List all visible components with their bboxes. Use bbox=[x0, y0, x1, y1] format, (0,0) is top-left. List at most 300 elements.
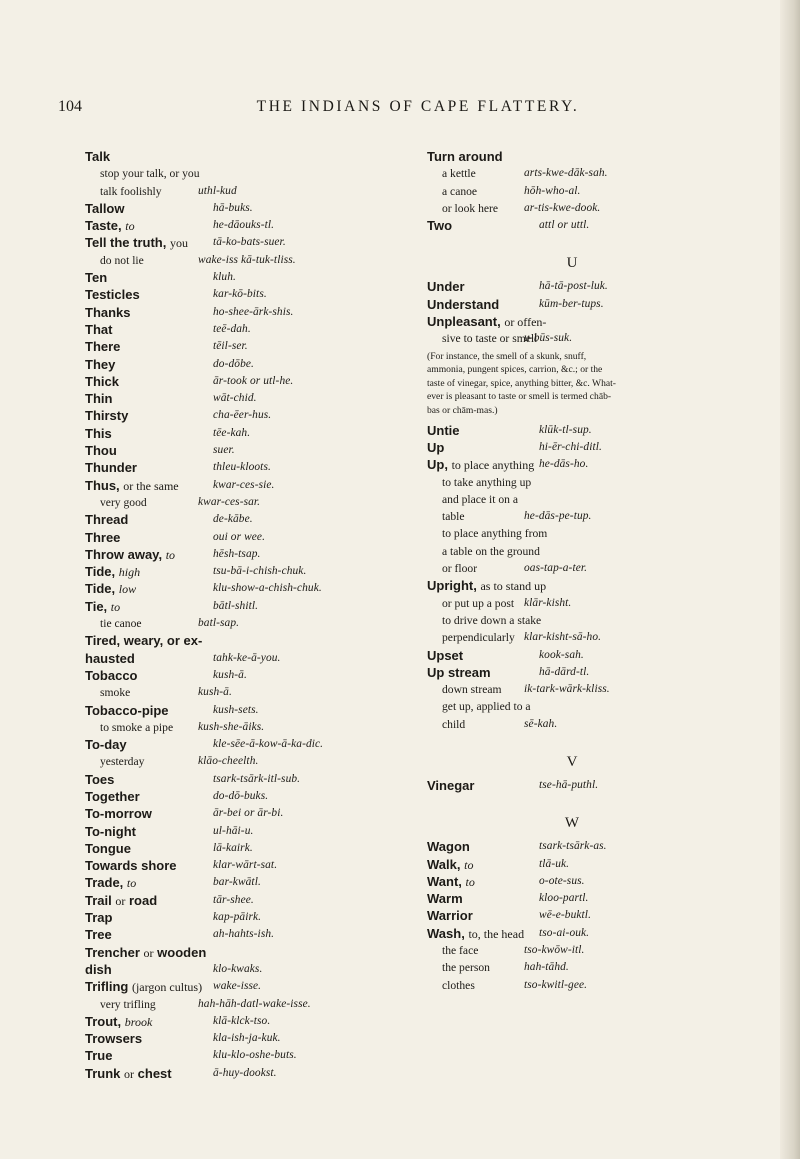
english-term bbox=[442, 698, 757, 715]
english-term bbox=[442, 525, 757, 542]
makah-translation: kwar-ces-sar. bbox=[198, 495, 261, 508]
term-word: Taste, bbox=[85, 218, 122, 234]
makah-translation: de-kābe. bbox=[213, 513, 253, 526]
makah-translation: tā-ko-bats-suer. bbox=[213, 236, 286, 249]
makah-translation: kush-sets. bbox=[213, 703, 259, 716]
term-word: Up bbox=[427, 439, 445, 455]
vocab-subentry bbox=[85, 719, 407, 736]
page-edge bbox=[780, 0, 800, 1159]
makah-translation: kush-ā. bbox=[198, 686, 232, 699]
makah-translation: ār-took or utl-he. bbox=[213, 374, 294, 387]
term-word: Thanks bbox=[85, 304, 131, 320]
vocab-entry bbox=[427, 313, 757, 330]
makah-translation: tse-hā-puthl. bbox=[539, 778, 599, 791]
usage-note: (For instance, the smell of a skunk, snuff, ammonia, pungent spices, carrion, &c.; or the taste of vinegar, spice, anything bitter, &c. What-ever is pleasant to taste or smell is termed chāb-bas or chām-mas.) bbox=[427, 350, 617, 417]
makah-translation: klāo-cheelth. bbox=[198, 755, 259, 768]
vocab-entry bbox=[85, 978, 407, 995]
vocab-entry bbox=[85, 892, 407, 909]
term-word: sive to taste or smell bbox=[442, 332, 538, 346]
english-term bbox=[427, 456, 757, 474]
term-qualifier: high bbox=[118, 565, 141, 580]
vocab-entry bbox=[85, 944, 407, 961]
term-qualifier: or bbox=[115, 893, 126, 908]
vocab-entry bbox=[85, 1013, 407, 1030]
term-qualifier: as to stand up bbox=[480, 579, 547, 594]
makah-translation: ik-tark-wārk-kliss. bbox=[524, 683, 610, 696]
term-word: To-night bbox=[85, 823, 137, 839]
vocab-entry bbox=[427, 664, 757, 681]
english-term bbox=[427, 422, 757, 439]
term-qualifier: you bbox=[170, 236, 188, 251]
term-word: Understand bbox=[427, 296, 500, 312]
vocab-entry bbox=[85, 459, 407, 476]
english-term bbox=[427, 907, 757, 924]
vocab-subentry bbox=[85, 165, 407, 182]
vocab-subentry bbox=[85, 615, 407, 632]
vocab-entry bbox=[85, 580, 407, 597]
vocab-entry bbox=[85, 425, 407, 442]
makah-translation: kush-she-āiks. bbox=[198, 720, 265, 733]
term-word: Toes bbox=[85, 771, 115, 787]
term-word: road bbox=[129, 892, 158, 908]
makah-translation: suer. bbox=[213, 444, 235, 457]
term-word: down stream bbox=[442, 683, 502, 697]
makah-translation: ah-hahts-ish. bbox=[213, 928, 275, 941]
makah-translation: tār-shee. bbox=[213, 893, 254, 906]
makah-translation: kle-sēe-ā-kow-ā-ka-dic. bbox=[213, 738, 324, 751]
makah-translation: kook-sah. bbox=[539, 648, 584, 661]
term-word: hausted bbox=[85, 650, 135, 666]
term-word: Towards shore bbox=[85, 858, 177, 874]
makah-translation: hah-hāh-datl-wake-isse. bbox=[198, 997, 311, 1010]
term-word: Thread bbox=[85, 512, 129, 528]
page-header bbox=[58, 98, 738, 118]
makah-translation: klar-wārt-sat. bbox=[213, 859, 278, 872]
makah-translation: hōh-who-al. bbox=[524, 184, 581, 197]
term-word: child bbox=[442, 717, 466, 731]
vocab-entry bbox=[85, 961, 407, 978]
term-qualifier: to bbox=[126, 876, 137, 891]
vocab-entry bbox=[85, 840, 407, 857]
term-word: Tell the truth, bbox=[85, 235, 167, 251]
english-term bbox=[427, 890, 757, 907]
english-term bbox=[427, 873, 757, 891]
vocab-subentry bbox=[427, 508, 757, 525]
makah-translation: o-ote-sus. bbox=[539, 874, 585, 887]
term-word: Under bbox=[427, 279, 465, 295]
term-qualifier: or offen- bbox=[504, 315, 547, 330]
english-term bbox=[442, 330, 757, 347]
term-qualifier: to bbox=[125, 219, 135, 234]
makah-translation: he-dās-ho. bbox=[539, 458, 589, 471]
english-term bbox=[85, 944, 407, 962]
term-word: To-day bbox=[85, 737, 127, 753]
term-word: Ten bbox=[85, 270, 108, 286]
term-word: Trencher bbox=[85, 944, 140, 960]
vocab-subentry bbox=[427, 612, 757, 629]
vocab-subentry bbox=[427, 491, 757, 508]
makah-translation: tēe-kah. bbox=[213, 426, 251, 439]
term-word: Trail bbox=[85, 892, 112, 908]
term-word: Testicles bbox=[85, 287, 140, 303]
english-term bbox=[442, 612, 757, 629]
english-term bbox=[442, 716, 757, 733]
vocab-entry bbox=[85, 1065, 407, 1082]
english-term bbox=[442, 474, 757, 491]
term-word: Vinegar bbox=[427, 777, 475, 793]
term-word: Trade, bbox=[85, 875, 124, 891]
english-term bbox=[427, 577, 757, 595]
term-word: Trowsers bbox=[85, 1031, 143, 1047]
english-term bbox=[427, 925, 757, 943]
makah-translation: lā-kairk. bbox=[213, 841, 253, 854]
vocab-subentry bbox=[85, 252, 407, 269]
makah-translation: klār-kisht. bbox=[524, 596, 572, 609]
makah-translation: ho-shee-ārk-shis. bbox=[213, 305, 294, 318]
vocab-entry bbox=[427, 577, 757, 594]
vocab-entry bbox=[85, 667, 407, 684]
vocab-entry bbox=[427, 647, 757, 664]
term-word: To-morrow bbox=[85, 806, 152, 822]
section-letter-w: W bbox=[564, 815, 580, 832]
term-word: get up, applied to a bbox=[442, 700, 531, 714]
english-term bbox=[100, 165, 407, 182]
term-word: dish bbox=[85, 961, 112, 977]
vocab-entry bbox=[85, 546, 407, 563]
term-word: There bbox=[85, 339, 121, 355]
term-word: Thirsty bbox=[85, 408, 129, 424]
vocab-entry bbox=[85, 407, 407, 424]
makah-translation: tso-ai-ouk. bbox=[539, 926, 590, 939]
makah-translation: kūm-ber-tups. bbox=[539, 297, 604, 310]
english-term bbox=[85, 148, 407, 165]
vocab-subentry bbox=[427, 525, 757, 542]
vocab-subentry bbox=[427, 595, 757, 612]
vocab-subentry bbox=[427, 977, 757, 994]
term-word: Tired, weary, or ex- bbox=[85, 633, 203, 649]
term-word: Thin bbox=[85, 391, 113, 407]
english-term bbox=[442, 508, 757, 525]
term-word: Trifling bbox=[85, 979, 129, 995]
english-term bbox=[442, 977, 757, 994]
term-qualifier: to bbox=[465, 874, 475, 889]
vocab-entry bbox=[85, 234, 407, 251]
makah-translation: tsark-tsārk-itl-sub. bbox=[213, 772, 301, 785]
vocab-entry bbox=[85, 788, 407, 805]
vocab-entry bbox=[85, 650, 407, 667]
makah-translation: bar-kwātl. bbox=[213, 876, 261, 889]
term-word: Tree bbox=[85, 927, 112, 943]
makah-translation: do-dō-buks. bbox=[213, 789, 269, 802]
makah-translation: tso-kwitl-gee. bbox=[524, 978, 588, 991]
term-qualifier: to bbox=[464, 857, 474, 872]
makah-translation: kloo-partl. bbox=[539, 892, 589, 905]
term-word: Untie bbox=[427, 422, 460, 438]
vocab-subentry bbox=[85, 753, 407, 770]
makah-translation: klā-klck-tso. bbox=[213, 1014, 271, 1027]
makah-translation: hah-tāhd. bbox=[524, 961, 569, 974]
vocab-entry bbox=[85, 736, 407, 753]
term-word: to drive down a stake bbox=[442, 613, 542, 627]
vocab-entry bbox=[427, 296, 757, 313]
english-term bbox=[442, 183, 757, 200]
vocab-subentry bbox=[85, 183, 407, 200]
vocab-entry bbox=[427, 217, 757, 234]
vocab-entry bbox=[85, 286, 407, 303]
english-term bbox=[427, 647, 757, 664]
makah-translation: klar-kisht-sā-ho. bbox=[524, 631, 602, 644]
term-word: a kettle bbox=[442, 167, 476, 181]
term-qualifier: to, the head bbox=[468, 926, 525, 941]
vocab-entry bbox=[85, 1030, 407, 1047]
vocab-entry bbox=[85, 909, 407, 926]
vocab-entry bbox=[85, 805, 407, 822]
english-term bbox=[442, 560, 757, 577]
makah-translation: klu-klo-oshe-buts. bbox=[213, 1049, 297, 1062]
term-word: That bbox=[85, 321, 113, 337]
english-term bbox=[427, 664, 757, 681]
term-word: Three bbox=[85, 529, 121, 545]
term-word: Unpleasant, bbox=[427, 314, 501, 330]
makah-translation: oui or wee. bbox=[213, 530, 266, 543]
term-word: Walk, bbox=[427, 856, 461, 872]
term-word: Thunder bbox=[85, 460, 137, 476]
vocab-subentry bbox=[427, 716, 757, 733]
english-term bbox=[427, 148, 757, 165]
term-word: True bbox=[85, 1048, 113, 1064]
term-word: Want, bbox=[427, 873, 462, 889]
english-term bbox=[442, 942, 757, 959]
vocab-entry bbox=[427, 890, 757, 907]
vocab-subentry bbox=[427, 681, 757, 698]
term-word: Thou bbox=[85, 443, 117, 459]
page-number: 104 bbox=[58, 98, 82, 115]
makah-translation: wake-isse. bbox=[213, 980, 262, 993]
vocab-entry bbox=[85, 148, 407, 165]
makah-translation: klo-kwaks. bbox=[213, 962, 263, 975]
left-column bbox=[85, 148, 407, 1082]
makah-translation: tsu-bā-i-chish-chuk. bbox=[213, 565, 307, 578]
makah-translation: hi-ēr-chi-ditl. bbox=[539, 440, 602, 453]
vocab-entry bbox=[427, 439, 757, 456]
term-word: very trifling bbox=[100, 997, 156, 1011]
term-qualifier: (jargon cultus) bbox=[131, 980, 203, 995]
makah-translation: kluh. bbox=[213, 271, 236, 284]
makah-translation: tahk-ke-ā-you. bbox=[213, 651, 281, 664]
term-word: or put up a post bbox=[442, 596, 515, 610]
makah-translation: u-būs-suk. bbox=[524, 332, 573, 345]
term-word: stop your talk, or you bbox=[100, 167, 200, 181]
vocab-entry bbox=[85, 200, 407, 217]
makah-translation: wake-iss kā-tuk-tliss. bbox=[198, 253, 296, 266]
english-term bbox=[442, 959, 757, 976]
term-word: very good bbox=[100, 495, 147, 509]
term-qualifier: brook bbox=[124, 1014, 153, 1029]
vocab-entry bbox=[85, 1047, 407, 1064]
vocab-subentry bbox=[427, 200, 757, 217]
term-word: Throw away, bbox=[85, 546, 163, 562]
vocab-entry bbox=[85, 926, 407, 943]
english-term bbox=[427, 313, 757, 331]
term-word: perpendicularly bbox=[442, 631, 515, 645]
english-term bbox=[442, 543, 757, 560]
term-word: the face bbox=[442, 944, 479, 958]
term-word: Talk bbox=[85, 149, 111, 164]
term-word: clothes bbox=[442, 978, 475, 992]
vocab-entry bbox=[427, 856, 757, 873]
section-letter-v: V bbox=[566, 753, 578, 770]
term-qualifier: to bbox=[110, 599, 121, 614]
term-qualifier: to place anything bbox=[451, 458, 535, 473]
vocab-entry bbox=[427, 907, 757, 924]
term-word: Trunk bbox=[85, 1065, 121, 1081]
vocab-entry bbox=[85, 321, 407, 338]
running-title: THE INDIANS OF CAPE FLATTERY. bbox=[256, 98, 580, 115]
right-column bbox=[427, 148, 757, 994]
makah-translation: tlā-uk. bbox=[539, 857, 570, 870]
term-word: Thus, bbox=[85, 477, 120, 493]
term-word: Upset bbox=[427, 647, 464, 663]
vocab-subentry bbox=[427, 942, 757, 959]
term-word: Together bbox=[85, 788, 140, 804]
makah-translation: wē-e-buktl. bbox=[539, 909, 592, 922]
vocab-subentry bbox=[427, 698, 757, 715]
vocab-entry bbox=[85, 373, 407, 390]
makah-translation: kar-kō-bits. bbox=[213, 288, 267, 301]
vocab-subentry bbox=[427, 330, 757, 347]
makah-translation: klūk-tl-sup. bbox=[539, 423, 592, 436]
vocab-subentry bbox=[85, 684, 407, 701]
vocab-entry bbox=[85, 390, 407, 407]
vocab-subentry bbox=[85, 494, 407, 511]
term-qualifier: low bbox=[118, 582, 137, 597]
makah-translation: kush-ā. bbox=[213, 668, 247, 681]
english-term bbox=[85, 632, 407, 649]
vocab-subentry bbox=[427, 543, 757, 560]
term-word: Trap bbox=[85, 910, 113, 926]
section-letter-u: U bbox=[566, 255, 578, 272]
english-term bbox=[427, 856, 757, 874]
makah-translation: ā-huy-dookst. bbox=[213, 1066, 277, 1079]
term-word: to take anything up bbox=[442, 475, 532, 489]
makah-translation: tēil-ser. bbox=[213, 340, 248, 353]
makah-translation: oas-tap-a-ter. bbox=[524, 562, 588, 575]
vocab-entry bbox=[85, 442, 407, 459]
vocab-entry bbox=[427, 422, 757, 439]
term-word: Turn around bbox=[427, 149, 503, 164]
term-word: tie canoe bbox=[100, 617, 142, 631]
makah-translation: hā-dārd-tl. bbox=[539, 665, 590, 678]
term-word: and place it on a bbox=[442, 492, 518, 506]
vocab-subentry bbox=[427, 629, 757, 646]
english-term bbox=[85, 269, 407, 286]
makah-translation: kla-ish-ja-kuk. bbox=[213, 1032, 281, 1045]
term-word: a canoe bbox=[442, 184, 478, 198]
english-term bbox=[100, 183, 407, 200]
makah-translation: tsark-tsārk-as. bbox=[539, 840, 607, 853]
vocab-entry bbox=[85, 823, 407, 840]
makah-translation: cha-ēer-hus. bbox=[213, 409, 272, 422]
vocab-entry bbox=[85, 356, 407, 373]
english-term bbox=[100, 615, 407, 632]
makah-translation: sē-kah. bbox=[524, 717, 558, 730]
term-word: a table on the ground bbox=[442, 544, 540, 558]
term-word: to smoke a pipe bbox=[100, 720, 174, 734]
vocab-entry bbox=[85, 702, 407, 719]
term-qualifier: or bbox=[124, 1066, 135, 1081]
vocab-entry bbox=[85, 857, 407, 874]
term-word: Upright, bbox=[427, 578, 477, 594]
vocab-entry bbox=[427, 925, 757, 942]
vocab-entry bbox=[85, 632, 407, 649]
term-word: or look here bbox=[442, 201, 499, 215]
vocab-subentry bbox=[85, 996, 407, 1013]
vocab-entry bbox=[427, 777, 757, 794]
term-word: chest bbox=[137, 1065, 172, 1081]
term-word: Trout, bbox=[85, 1013, 122, 1029]
english-term bbox=[442, 595, 757, 612]
makah-translation: hā-tā-post-luk. bbox=[539, 280, 608, 293]
vocab-entry bbox=[85, 598, 407, 615]
makah-translation: he-dās-pe-tup. bbox=[524, 510, 592, 523]
makah-translation: thleu-kloots. bbox=[213, 461, 271, 474]
makah-translation: arts-kwe-dāk-sah. bbox=[524, 167, 608, 180]
vocab-entry bbox=[85, 338, 407, 355]
term-word: Up, bbox=[427, 457, 448, 473]
makah-translation: kap-pāirk. bbox=[213, 911, 262, 924]
term-word: do not lie bbox=[100, 253, 144, 267]
term-word: wooden bbox=[157, 944, 207, 960]
term-word: Two bbox=[427, 218, 453, 234]
english-term bbox=[85, 442, 407, 459]
term-word: Tide, bbox=[85, 581, 116, 597]
term-word: or floor bbox=[442, 562, 478, 576]
makah-translation: hā-buks. bbox=[213, 201, 253, 214]
term-word: This bbox=[85, 425, 112, 441]
english-term bbox=[427, 217, 757, 234]
makah-translation: klu-show-a-chish-chuk. bbox=[213, 582, 322, 595]
makah-translation: tso-kwōw-itl. bbox=[524, 944, 585, 957]
makah-translation: teē-dah. bbox=[213, 322, 251, 335]
term-word: smoke bbox=[100, 686, 131, 700]
vocab-entry bbox=[85, 304, 407, 321]
term-word: yesterday bbox=[100, 755, 145, 769]
vocab-entry bbox=[85, 529, 407, 546]
vocab-entry bbox=[427, 873, 757, 890]
vocab-entry bbox=[427, 148, 757, 165]
term-qualifier: to bbox=[165, 547, 176, 562]
vocab-entry bbox=[85, 563, 407, 580]
term-word: the person bbox=[442, 961, 490, 975]
makah-translation: he-dāouks-tl. bbox=[213, 219, 275, 232]
term-word: Tallow bbox=[85, 200, 125, 216]
term-word: table bbox=[442, 510, 465, 524]
makah-translation: wāt-chid. bbox=[213, 392, 257, 405]
vocab-subentry bbox=[427, 560, 757, 577]
vocab-subentry bbox=[427, 165, 757, 182]
english-term bbox=[442, 491, 757, 508]
term-word: Wagon bbox=[427, 839, 470, 855]
term-qualifier: or bbox=[143, 945, 154, 960]
makah-translation: bātl-shitl. bbox=[213, 599, 259, 612]
english-term bbox=[100, 684, 407, 701]
vocab-entry bbox=[85, 511, 407, 528]
vocab-entry bbox=[85, 217, 407, 234]
term-qualifier: or the same bbox=[123, 478, 179, 493]
vocab-entry bbox=[85, 477, 407, 494]
makah-translation: batl-sap. bbox=[198, 617, 240, 630]
makah-translation: ul-hāi-u. bbox=[213, 824, 254, 837]
